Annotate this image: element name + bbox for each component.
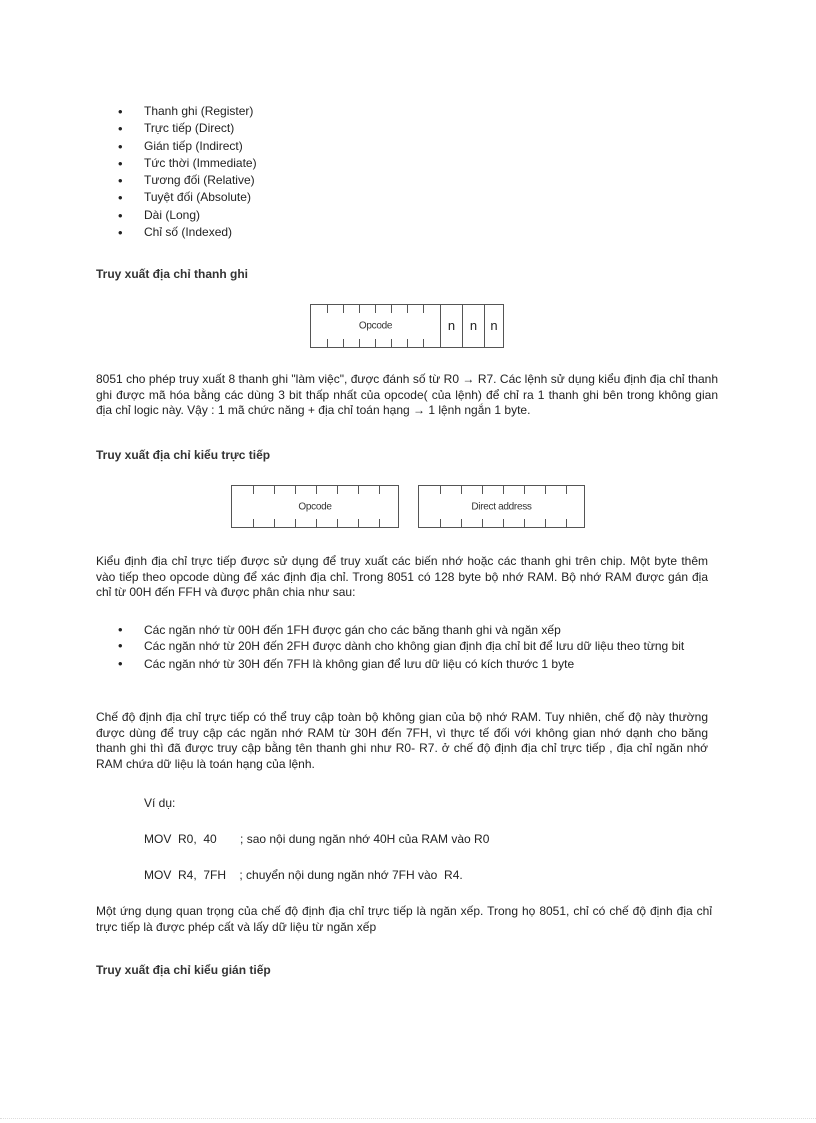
direct-format-diagram (231, 485, 585, 528)
direct-address-field (418, 485, 585, 528)
register-paragraph: 8051 cho phép truy xuất 8 thanh ghi "làm việc", được đánh số từ R0 → R7. Các lệnh sử dụng kiểu định địa chỉ thanh ghi được mã hóa bằng các dùng 3 bit thấp nhất của opcode( của lệnh) để chỉ ra 1 thanh ghi bên trong không gian địa chỉ logic này. Vậy : 1 mã chức năng + địa chỉ toán hạng → 1 lệnh ngắn 1 byte. (96, 372, 718, 417)
register-bit-cell: n (440, 304, 463, 348)
opcode-label: Opcode (358, 320, 393, 332)
direct-paragraph-stack: Một ứng dụng quan trọng của chế độ định địa chỉ trực tiếp là ngăn xếp. Trong họ 8051, chỉ có chế độ định địa chỉ trực tiếp là được phép cất và lấy dữ liệu từ ngăn xếp (96, 904, 712, 934)
page-divider (0, 1118, 816, 1119)
register-bit-cell: n (462, 304, 485, 348)
addressing-modes-list (118, 103, 518, 241)
list-item: • Dài (Long) (118, 207, 518, 224)
direct-paragraph-intro: Kiểu định địa chỉ trực tiếp được sử dụng để truy xuất các biến nhớ hoặc các thanh ghi trên chip. Một byte thêm vào tiếp theo opcode dùng để xác định địa chỉ. Trong 8051 có 128 byte bộ nhớ RAM. Bộ nhớ RAM được gán địa chỉ từ 00H đến FFH và được phân chia như sau: (96, 554, 708, 599)
opcode-field (231, 485, 399, 528)
section-heading-indirect: Truy xuất địa chỉ kiểu gián tiếp (96, 963, 271, 977)
example-label: Ví dụ: (144, 796, 176, 810)
list-item: • Chỉ số (Indexed) (118, 224, 518, 241)
list-item: • Các ngăn nhớ từ 30H đến 7FH là không gian để lưu dữ liệu có kích thước 1 byte (118, 656, 702, 672)
list-item: • Thanh ghi (Register) (118, 103, 518, 120)
opcode-label: Opcode (298, 501, 332, 512)
register-format-diagram (310, 304, 504, 348)
direct-paragraph-details: Chế độ định địa chỉ trực tiếp có thể truy cập toàn bộ không gian của bộ nhớ RAM. Tuy nhiên, chế độ này thường được dùng để truy cập các ngăn nhớ RAM từ 30H đến 7FH, vì thực tế đối với không gian nhớ dạnh cho băng thanh ghi thì đã được truy cập bằng tên thanh ghi như R0- R7. ở chế độ định địa chỉ trực tiếp , địa chỉ ngăn nhớ RAM chứa dữ liệu là toán hạng của lệnh. (96, 710, 708, 771)
list-item: • Tương đối (Relative) (118, 172, 518, 189)
section-heading-direct: Truy xuất địa chỉ kiểu trực tiếp (96, 448, 271, 462)
list-item: • Trực tiếp (Direct) (118, 120, 518, 137)
list-item: • Các ngăn nhớ từ 00H đến 1FH được gán cho các băng thanh ghi và ngăn xếp (118, 622, 702, 638)
list-item: • Tức thời (Immediate) (118, 155, 518, 172)
opcode-field (310, 304, 441, 348)
section-heading-register: Truy xuất địa chỉ thanh ghi (96, 267, 249, 281)
register-bit-cell: n (484, 304, 504, 348)
ram-allocation-list (118, 622, 702, 672)
example-instruction-1: MOV R0, 40 ; sao nội dung ngăn nhớ 40H của RAM vào R0 (144, 832, 490, 846)
direct-address-label: Direct address (471, 501, 532, 512)
example-instruction-2: MOV R4, 7FH ; chuyển nội dung ngăn nhớ 7FH vào R4. (144, 868, 463, 882)
list-item: • Gián tiếp (Indirect) (118, 138, 518, 155)
list-item: • Tuyệt đối (Absolute) (118, 189, 518, 206)
list-item: • Các ngăn nhớ từ 20H đến 2FH được dành cho không gian định địa chỉ bit để lưu dữ liệu theo từng bit (118, 638, 702, 654)
